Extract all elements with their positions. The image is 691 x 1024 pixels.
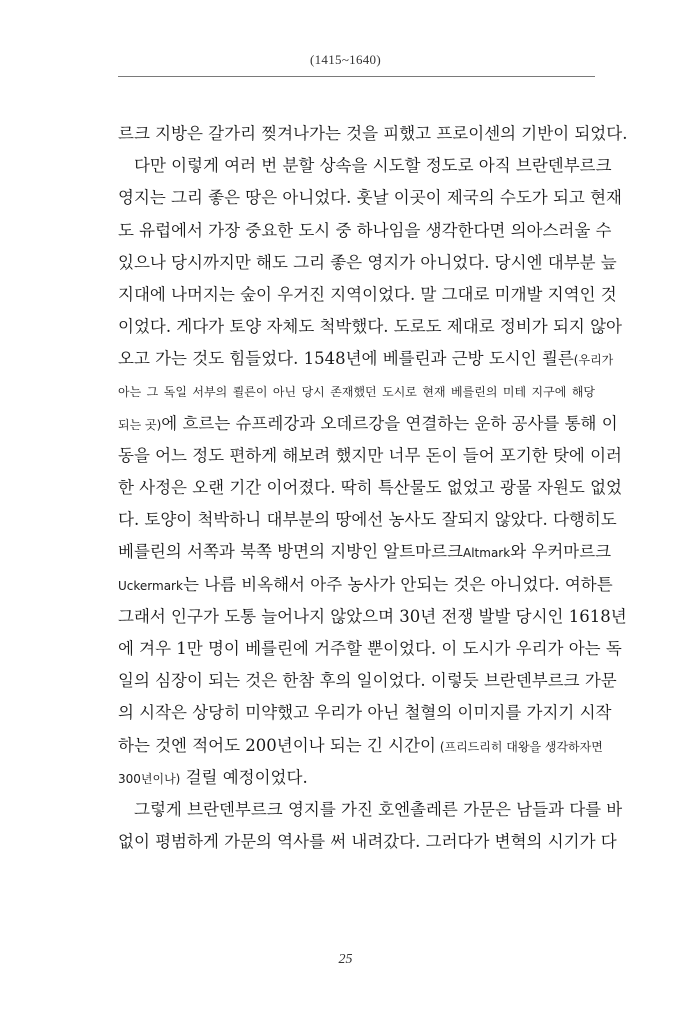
text-line: 다만 이렇게 여러 번 분할 상속을 시도할 정도로 아직 브란덴부르크 <box>134 156 612 176</box>
text-line: 하는 것엔 적어도 200년이나 되는 긴 시간이 (프리드리히 대왕을 생각하자면 <box>118 735 603 755</box>
text-line: 에 겨우 1만 명이 베를린에 거주할 뿐이었다. 이 도시가 우리가 아는 독 <box>118 639 622 658</box>
text-line: 그렇게 브란덴부르크 영지를 가진 호엔촐레른 가문은 남들과 다를 바 <box>134 799 623 819</box>
text-line: 없이 평범하게 가문의 역사를 써 내려갔다. 그러다가 변혁의 시기가 다 <box>118 832 617 852</box>
running-head: (1415~1640) <box>310 52 381 67</box>
body-text <box>118 118 628 858</box>
latin-term: Altmark <box>463 546 511 561</box>
text-line: Uckermark는 나름 비옥해서 아주 농사가 안되는 것은 아니었다. 여하튼 <box>118 574 613 594</box>
text-line: 도 유럽에서 가장 중요한 도시 중 하나임을 생각한다면 의아스러울 수 <box>118 220 612 240</box>
page-number: 25 <box>338 952 353 967</box>
text-line: 일의 심장이 되는 것은 한참 후의 일이었다. 이렇듯 브란덴부르크 가문 <box>118 671 617 691</box>
text-line: 의 시작은 상당히 미약했고 우리가 아닌 철혈의 이미지를 가지기 시작 <box>118 703 612 723</box>
text-line: 이었다. 게다가 토양 자체도 척박했다. 도로도 제대로 정비가 되지 않아 <box>118 317 622 337</box>
footnote-inline: (프리드리히 대왕을 생각하자면 <box>436 739 603 754</box>
text-line: 영지는 그리 좋은 땅은 아니었다. 훗날 이곳이 제국의 수도가 되고 현재 <box>118 188 622 208</box>
text-line: 베를린의 서쪽과 북쪽 방면의 지방인 알트마르크Altmark와 우커마르크 <box>118 542 612 562</box>
footnote-inline: 되는 곳) <box>118 417 162 432</box>
text-line: 한 사정은 오랜 기간 이어졌다. 딱히 특산물도 없었고 광물 자원도 없었 <box>118 478 622 498</box>
text-line: 아는 그 독일 서부의 쾰른이 아닌 당시 존재했던 도시로 현재 베를린의 미테 지구에 해당 <box>118 384 595 399</box>
text-line: 있으나 당시까지만 해도 그리 좋은 영지가 아니었다. 당시엔 대부분 늪 <box>118 252 617 272</box>
text-line: 동을 어느 정도 편하게 해보려 했지만 너무 돈이 들어 포기한 탓에 이러 <box>118 445 622 465</box>
latin-term: Uckermark <box>118 578 183 593</box>
text-line: 300년이나) 걸릴 예정이었다. <box>118 767 308 787</box>
header-rule <box>118 76 595 77</box>
text-line: 르크 지방은 갈가리 찢겨나가는 것을 피했고 프로이센의 기반이 되었다. <box>118 124 628 143</box>
footnote-inline: 300년이나) <box>118 771 181 786</box>
text-line: 되는 곳)에 흐르는 슈프레강과 오데르강을 연결하는 운하 공사를 통해 이 <box>118 413 618 433</box>
text-line: 지대에 나머지는 숲이 우거진 지역이었다. 말 그대로 미개발 지역인 것 <box>118 284 617 304</box>
footnote-inline: (우리가 <box>573 353 614 368</box>
text-line: 오고 가는 것도 힘들었다. 1548년에 베를린과 근방 도시인 쾰른(우리가 <box>118 349 614 369</box>
text-line: 다. 토양이 척박하니 대부분의 땅에선 농사도 잘되지 않았다. 다행히도 <box>118 510 617 530</box>
text-line: 그래서 인구가 도통 늘어나지 않았으며 30년 전쟁 발발 당시인 1618년 <box>118 606 627 626</box>
